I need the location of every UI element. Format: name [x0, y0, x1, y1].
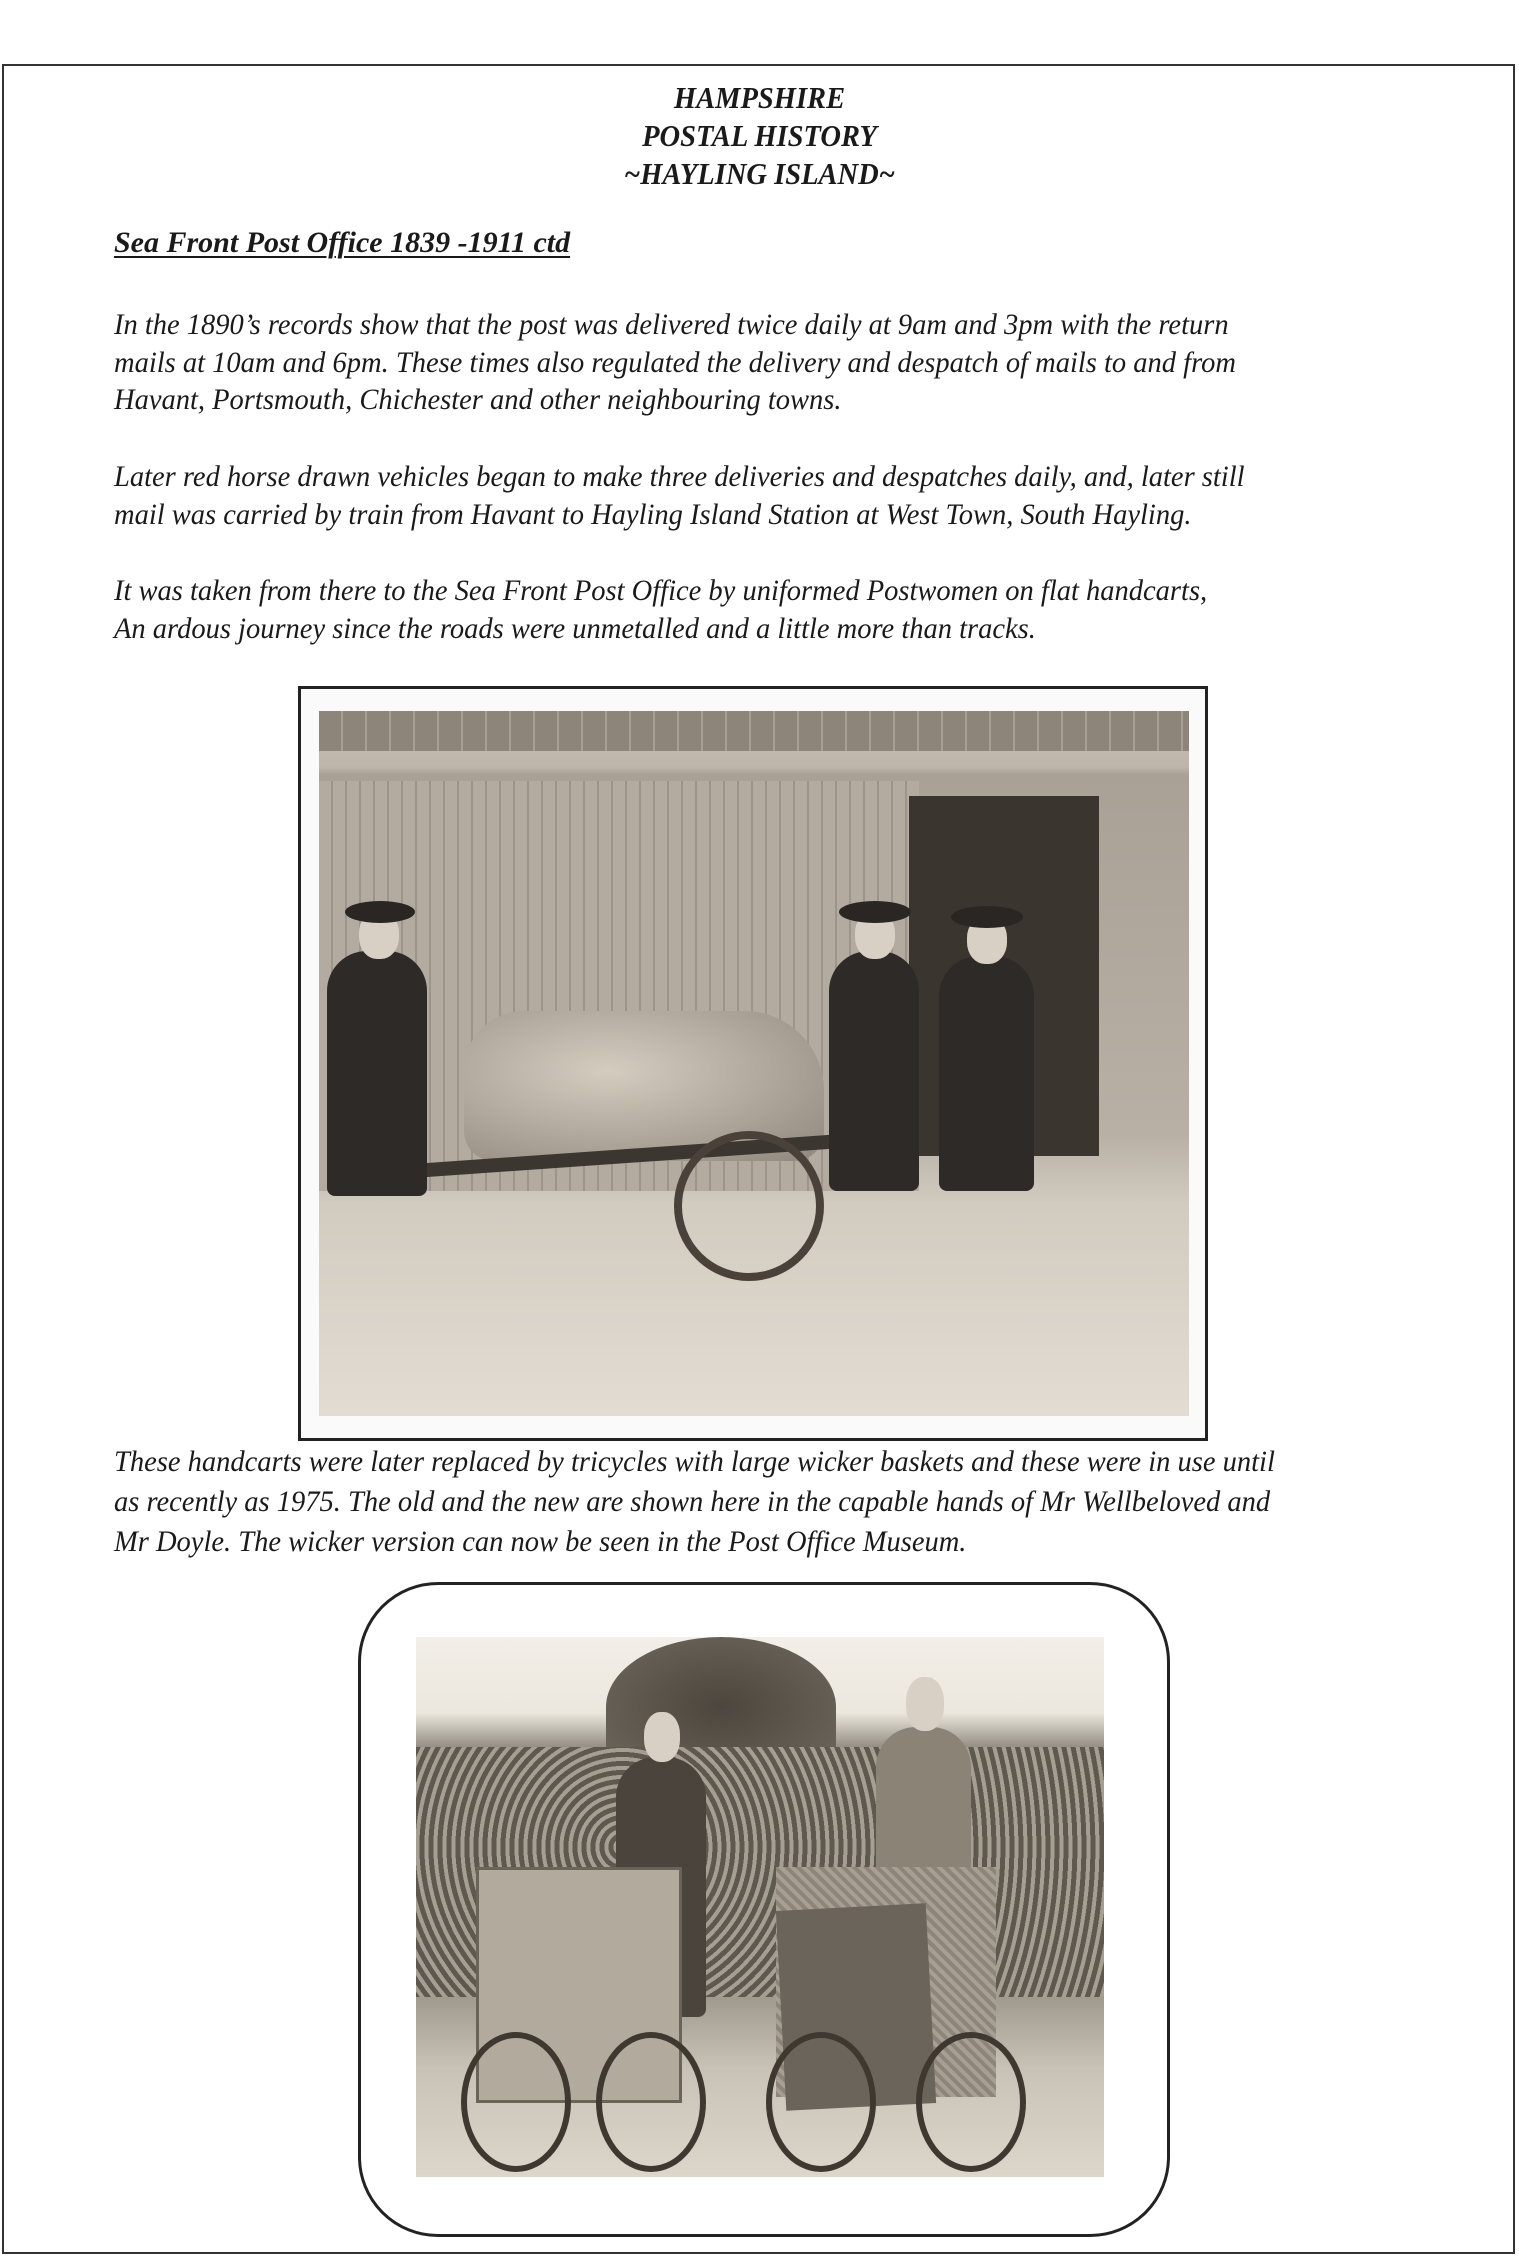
- hat: [839, 901, 911, 923]
- brick-wall: [319, 711, 1189, 751]
- hat: [951, 906, 1023, 928]
- paragraph: [114, 1442, 1336, 1562]
- photo-postmen-tricycles: [416, 1637, 1104, 2177]
- tricycle-wheel: [766, 2032, 876, 2172]
- text-line: An ardous journey since the roads were unmetalled and a little more than tracks.: [114, 611, 1036, 645]
- text-line: These handcarts were later replaced by tricycles with large wicker baskets and these were in use until: [114, 1445, 1275, 1478]
- postwoman: [939, 956, 1034, 1191]
- text-line: mail was carried by train from Havant to Hayling Island Station at West Town, South Hayling.: [114, 497, 1192, 531]
- text-line: Mr Doyle. The wicker version can now be seen in the Post Office Museum.: [114, 1525, 967, 1558]
- paragraph: [114, 458, 1304, 533]
- text-line: Havant, Portsmouth, Chichester and other neighbouring towns.: [114, 383, 842, 416]
- tricycle-wheel: [596, 2032, 706, 2172]
- text-line: mails at 10am and 6pm. These times also regulated the delivery and despatch of mails to and from: [114, 345, 1236, 379]
- cart-wheel: [674, 1131, 824, 1281]
- face: [906, 1677, 944, 1731]
- postwoman: [829, 951, 919, 1191]
- text-line: In the 1890’s records show that the post was delivered twice daily at 9am and 3pm with the return: [114, 308, 1229, 341]
- tricycle-wheel: [916, 2032, 1026, 2172]
- paragraph: [114, 306, 1295, 419]
- face: [644, 1712, 680, 1762]
- hat: [345, 901, 415, 923]
- text-line: as recently as 1975. The old and the new are shown here in the capable hands of Mr Wellbeloved and: [114, 1485, 1271, 1518]
- text-line: Later red horse drawn vehicles began to make three deliveries and despatches daily, and, later still: [114, 460, 1245, 493]
- title-line: ~HAYLING ISLAND~: [624, 156, 895, 191]
- title-line: POSTAL HISTORY: [642, 118, 877, 153]
- tricycle-wheel: [461, 2032, 571, 2172]
- section-heading: Sea Front Post Office 1839 -1911 ctd: [114, 226, 571, 259]
- photo-frame-postwomen: [298, 686, 1208, 1441]
- page-title: [0, 79, 1519, 193]
- text-line: It was taken from there to the Sea Front Post Office by uniformed Postwomen on flat handcarts,: [114, 574, 1208, 607]
- photo-frame-tricycles: [358, 1582, 1170, 2237]
- paragraph: [114, 572, 1265, 647]
- photo-postwomen-handcart: [319, 711, 1189, 1416]
- postwoman: [327, 951, 427, 1196]
- title-line: HAMPSHIRE: [673, 80, 846, 115]
